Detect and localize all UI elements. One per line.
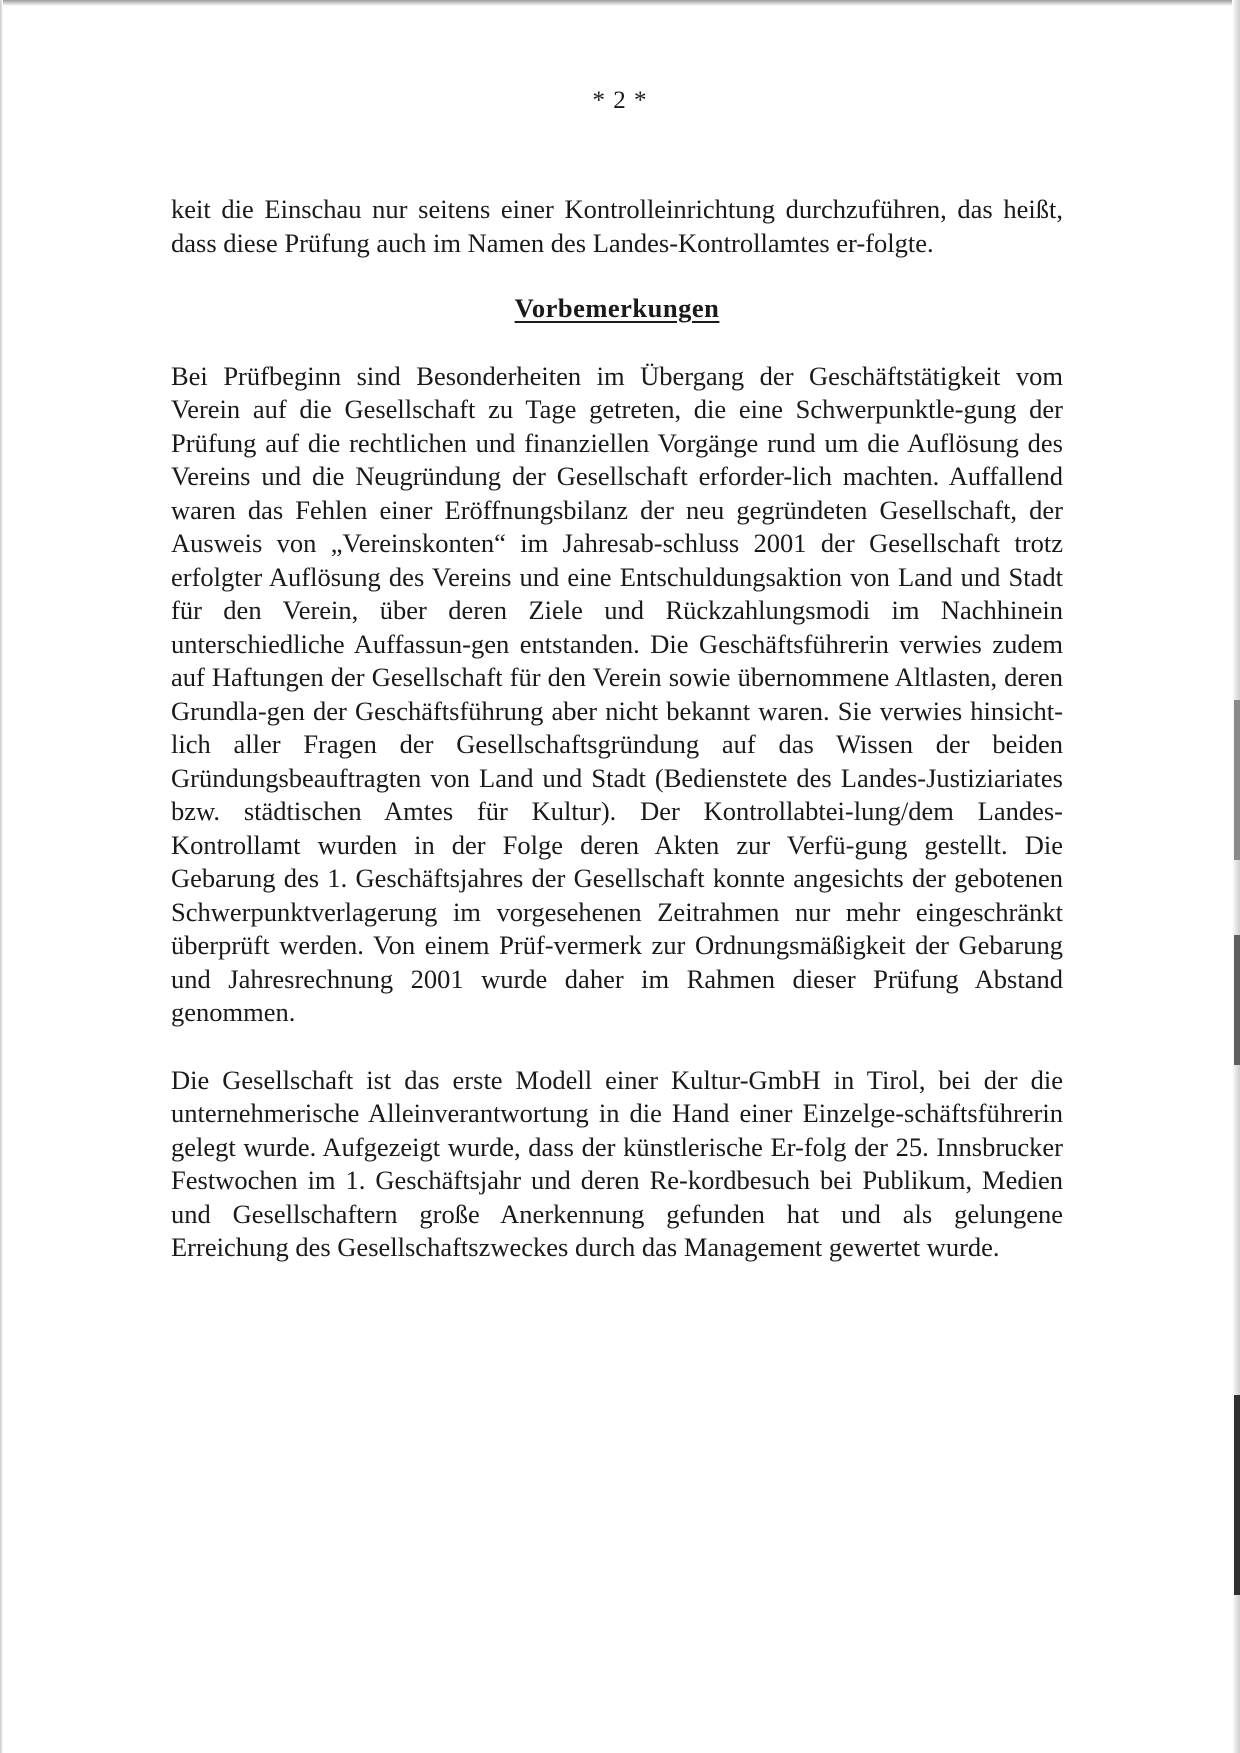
section-heading: Vorbemerkungen (514, 293, 720, 323)
scan-artifact-mark (1234, 700, 1240, 860)
body-paragraph: Bei Prüfbeginn sind Besonderheiten im Übergang der Geschäftstätigkeit vom Verein auf die Gesellschaft zu Tage getreten, die eine Schwerpunktle-gung der Prüfung auf die rechtlichen und finanziellen Vorgänge rund um die Auflösung des Vereins und die Neugründung der Gesellschaft erforder-lich machten. Auffallend waren das Fehlen einer Eröffnungsbilanz der neu gegründeten Gesellschaft, der Ausweis von „Vereinskonten“ im Jahresab-schluss 2001 der Gesellschaft trotz erfolgter Auflösung des Vereins und eine Entschuldungsaktion von Land und Stadt für den Verein, über deren Ziele und Rückzahlungsmodi im Nachhinein unterschiedliche Auffassun-gen entstanden. Die Geschäftsführerin verwies zudem auf Haftungen der Gesellschaft für den Verein sowie übernommene Altlasten, deren Grundla-gen der Geschäftsführung aber nicht bekannt waren. Sie verwies hinsicht-lich aller Fragen der Gesellschaftsgründung auf das Wissen der beiden Gründungsbeauftragten von Land und Stadt (Bedienstete des Landes-Justiziariates bzw. städtischen Amtes für Kultur). Der Kontrollabtei-lung/dem Landes-Kontrollamt wurden in der Folge deren Akten zur Verfü-gung gestellt. Die Gebarung des 1. Geschäftsjahres der Gesellschaft konnte angesichts der gebotenen Schwerpunktverlagerung im vorgesehenen Zeitrahmen nur mehr eingeschränkt überprüft werden. Von einem Prüf-vermerk zur Ordnungsmäßigkeit der Gebarung und Jahresrechnung 2001 wurde daher im Rahmen dieser Prüfung Abstand genommen. (171, 360, 1063, 1027)
body-paragraph: Die Gesellschaft ist das erste Modell einer Kultur-GmbH in Tirol, bei der die unternehmerische Alleinverantwortung in die Hand einer Einzelge-schäftsführerin gelegt wurde. Aufgezeigt wurde, dass der künstlerische Er-folg der 25. Innsbrucker Festwochen im 1. Geschäftsjahr und deren Re-kordbesuch bei Publikum, Medien und Gesellschaftern große Anerkennung gefunden hat und als gelungene Erreichung des Gesellschaftszweckes durch das Management gewertet wurde. (171, 1064, 1063, 1262)
page-number: * 2 * (592, 87, 648, 114)
scan-artifact-mark (1234, 1395, 1240, 1595)
scan-edge-left (0, 0, 3, 1753)
scan-edge-top (0, 0, 1240, 6)
intro-paragraph: keit die Einschau nur seitens einer Kontrolleinrichtung durchzuführen, das heißt, dass diese Prüfung auch im Namen des Landes-Kontrollamtes er-folgte. (171, 194, 1063, 258)
document-body (171, 193, 1063, 1265)
scan-artifact-mark (1234, 935, 1240, 1065)
paragraph-spacer (171, 1030, 1063, 1064)
